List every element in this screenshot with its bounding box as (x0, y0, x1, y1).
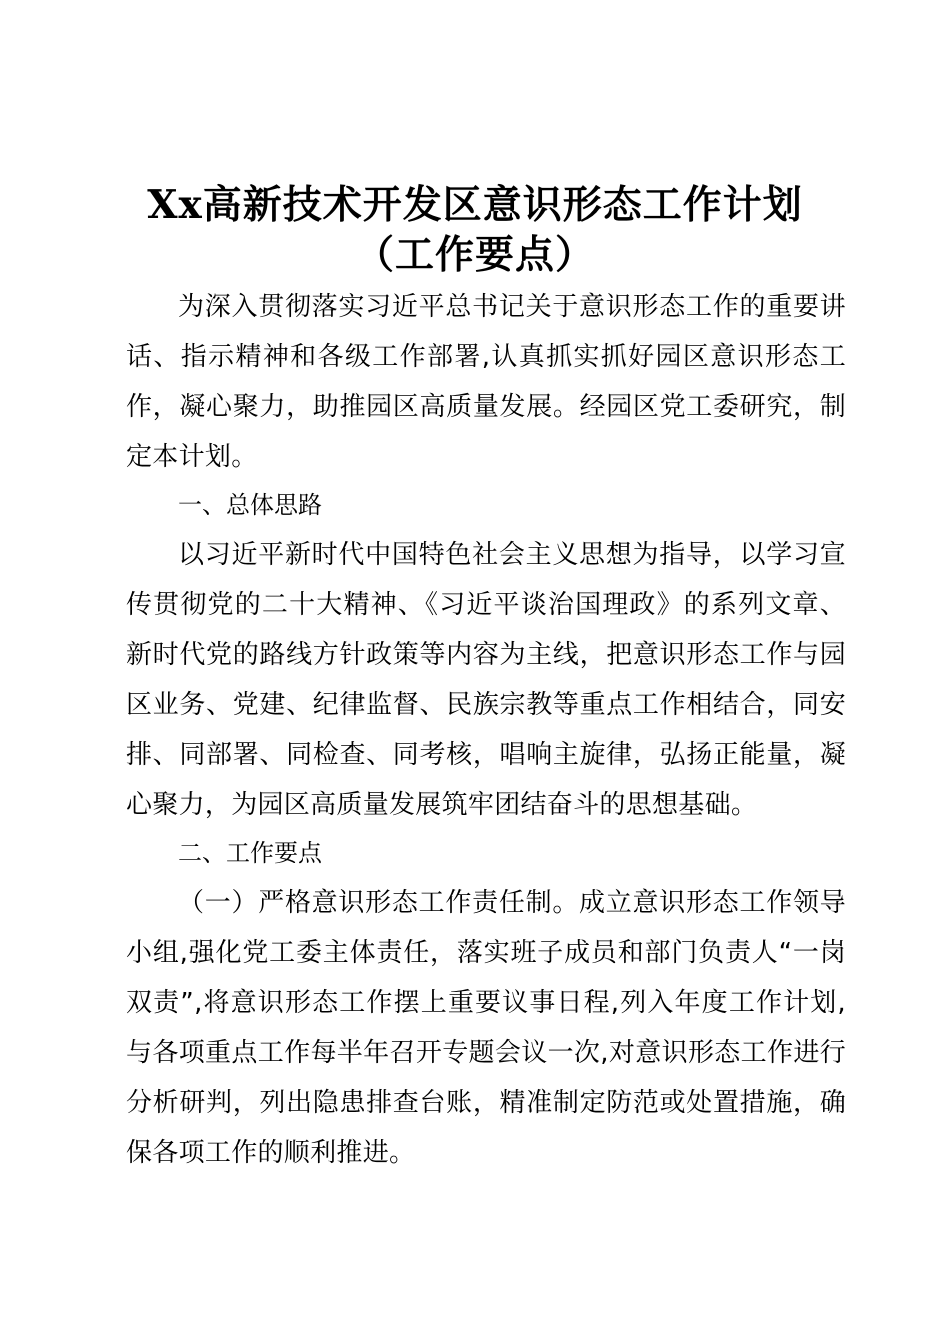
section-heading-overall-approach: 一、总体思路 (178, 491, 322, 519)
document-title: Xx高新技术开发区意识形态工作计划 (147, 182, 803, 228)
document-subtitle: （工作要点） (354, 232, 595, 278)
section-heading-work-points: 二、工作要点 (178, 839, 322, 867)
intro-paragraph: 为深入贯彻落实习近平总书记关于意识形态工作的重要讲话、指示精神和各级工作部署,认真抓实抓好园区意识形态工作，凝心聚力，助推园区高质量发展。经园区党工委研究，制定本计划。 (126, 292, 846, 472)
work-point-1-paragraph: （一）严格意识形态工作责任制。成立意识形态工作领导小组,强化党工委主体责任，落实班子成员和部门负责人“一岗双责”,将意识形态工作摆上重要议事日程,列入年度工作计划,与各项重点工作每半年召开专题会议一次,对意识形态工作进行分析研判，列出隐患排查台账，精准制定防范或处置措施，确保各项工作的顺利推进。 (126, 888, 846, 1168)
overall-approach-paragraph: 以习近平新时代中国特色社会主义思想为指导，以学习宣传贯彻党的二十大精神、《习近平谈治国理政》的系列文章、新时代党的路线方针政策等内容为主线，把意识形态工作与园区业务、党建、纪律监督、民族宗教等重点工作相结合，同安排、同部署、同检查、同考核，唱响主旋律，弘扬正能量，凝心聚力，为园区高质量发展筑牢团结奋斗的思想基础。 (126, 540, 846, 820)
